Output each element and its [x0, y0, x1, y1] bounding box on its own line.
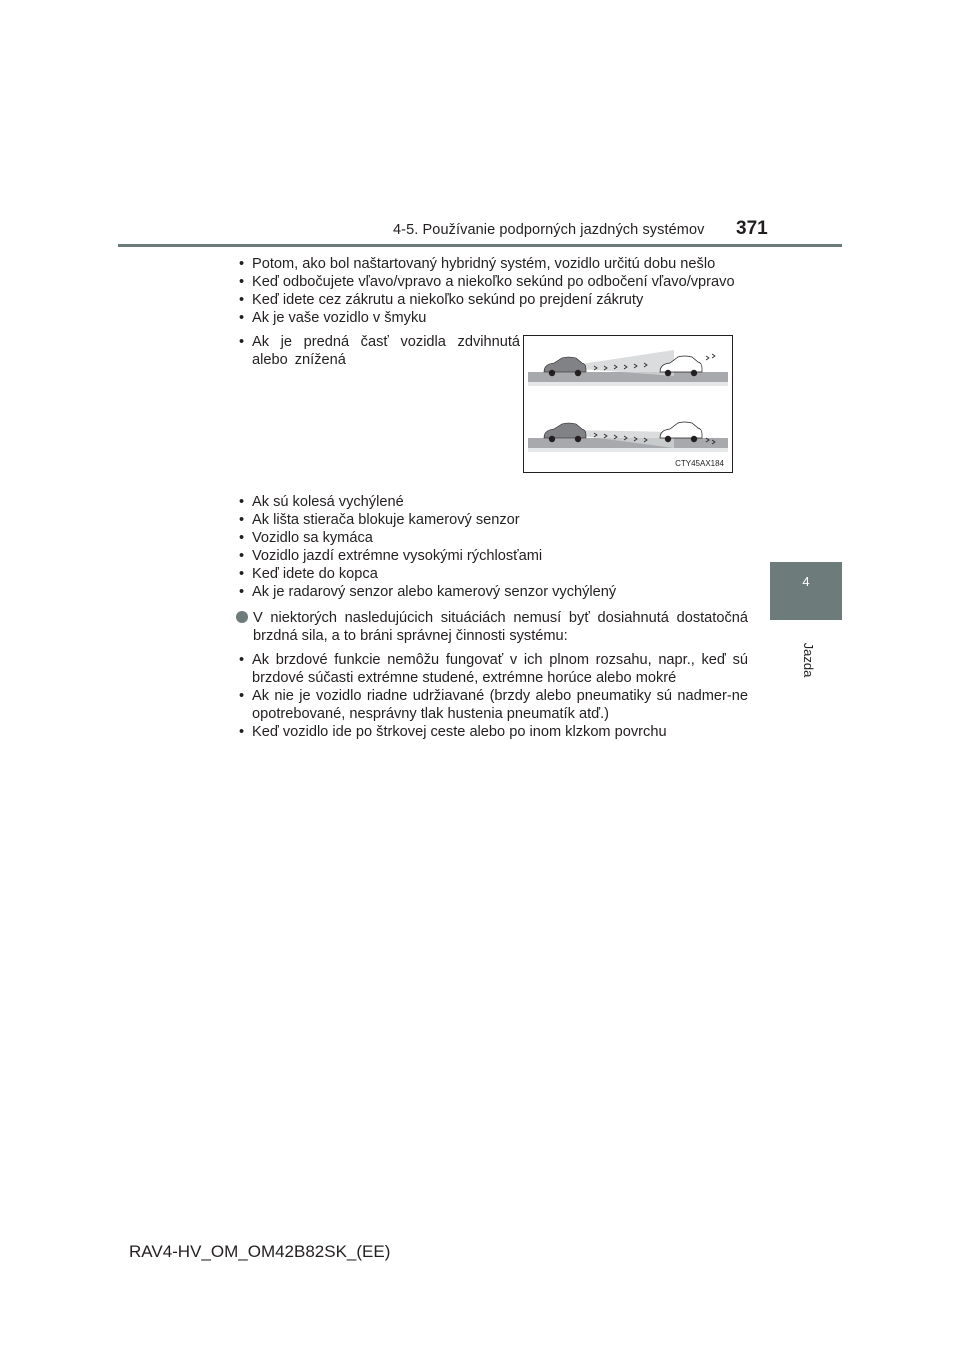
- section-title: 4-5. Používanie podporných jazdných systémov: [393, 222, 705, 238]
- list-item: • Vozidlo sa kymáca: [236, 529, 748, 547]
- list-item: • Keď idete do kopca: [236, 565, 748, 583]
- sub-list: [236, 651, 748, 741]
- list-item: • Ak je predná časť vozidla zdvihnutá alebo znížená: [236, 333, 520, 369]
- figure-code: CTY45AX184: [675, 459, 724, 468]
- list-item: • Ak brzdové funkcie nemôžu fungovať v ich plnom rozsahu, napr., keď sú brzdové súčasti extrémne studené, extrémne horúce alebo mokré: [236, 651, 748, 687]
- page-content: [236, 255, 748, 741]
- document-code: RAV4-HV_OM_OM42B82SK_(EE): [129, 1242, 391, 1261]
- list-item: • Vozidlo jazdí extrémne vysokými rýchlosťami: [236, 547, 748, 565]
- chapter-tab[interactable]: [770, 562, 842, 620]
- list-item: • Keď idete cez zákrutu a niekoľko sekúnd po prejdení zákruty: [236, 291, 748, 309]
- chapter-number: 4: [802, 574, 810, 589]
- chapter-label: Jazda: [801, 642, 816, 678]
- list-item: • Ak je vaše vozidlo v šmyku: [236, 309, 748, 327]
- circle-paragraph: [219, 609, 748, 645]
- list-item: • Ak lišta stierača blokuje kamerový senzor: [236, 511, 748, 529]
- vehicle-radar-illustration: [524, 336, 732, 472]
- list-item: • Keď odbočujete vľavo/vpravo a niekoľko sekúnd po odbočení vľavo/vpravo: [236, 273, 748, 291]
- list-item: • Keď vozidlo ide po štrkovej ceste alebo po inom klzkom povrchu: [236, 723, 748, 741]
- list-item: • Ak je radarový senzor alebo kamerový senzor vychýlený: [236, 583, 748, 601]
- circle-bullet-icon: [236, 611, 248, 623]
- list-item: • Ak sú kolesá vychýlené: [236, 493, 748, 511]
- list-item: • Potom, ako bol naštartovaný hybridný systém, vozidlo určitú dobu nešlo: [236, 255, 748, 273]
- circle-paragraph-text: V niektorých nasledujúcich situáciách nemusí byť dosiahnutá dostatočná brzdná sila, a to bráni správnej činnosti systému:: [253, 610, 748, 644]
- figure-illustration: [523, 335, 733, 473]
- page-number: 371: [736, 218, 768, 239]
- header-rule: [118, 244, 842, 247]
- list-item: • Ak nie je vozidlo riadne udržiavané (brzdy alebo pneumatiky sú nadmer-ne opotrebované, nesprávny tlak hustenia pneumatík atď.): [236, 687, 748, 723]
